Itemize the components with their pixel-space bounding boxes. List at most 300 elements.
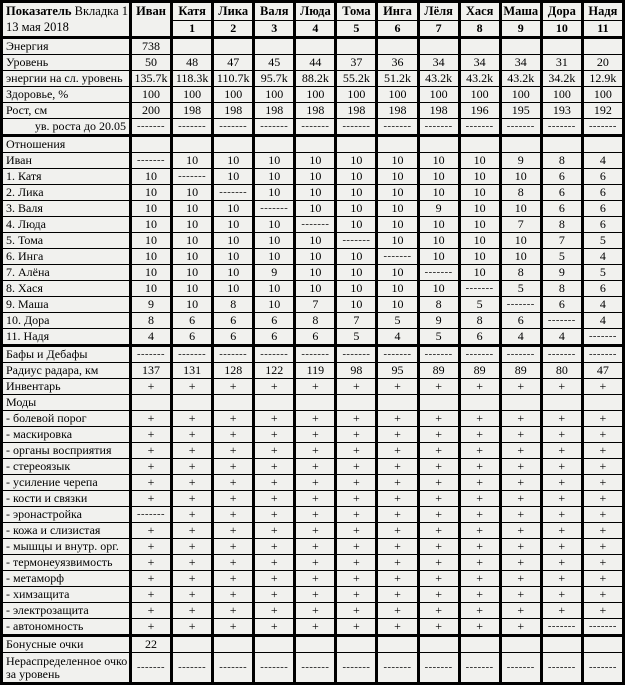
cell: 10 — [131, 217, 172, 233]
table-row — [2, 265, 624, 281]
cell: + — [582, 411, 623, 427]
cell: + — [172, 475, 213, 491]
cell: + — [336, 587, 377, 603]
cell: 10 — [377, 153, 418, 169]
cell: + — [295, 523, 336, 539]
table-header — [2, 2, 624, 38]
cell: 137 — [131, 363, 172, 379]
cell: ------- — [541, 619, 582, 636]
cell: 10 — [295, 185, 336, 201]
cell: 5 — [377, 313, 418, 329]
indicator-label: Показатель — [6, 4, 72, 18]
cell: 4 — [500, 329, 541, 346]
row-label: Бонусные очки — [2, 636, 131, 653]
cell: + — [377, 427, 418, 443]
row-label: - маскировка — [2, 427, 131, 443]
cell — [172, 38, 213, 55]
cell: + — [459, 619, 500, 636]
cell — [377, 395, 418, 411]
cell: + — [131, 603, 172, 619]
cell: 6 — [254, 329, 295, 346]
cell: + — [582, 507, 623, 523]
cell: 88.2k — [295, 71, 336, 87]
cell: + — [582, 587, 623, 603]
cell: + — [459, 443, 500, 459]
cell: ------- — [295, 217, 336, 233]
cell: ------- — [254, 201, 295, 217]
cell: + — [172, 491, 213, 507]
cell: + — [172, 603, 213, 619]
cell: 10 — [459, 201, 500, 217]
cell: + — [172, 555, 213, 571]
cell: + — [295, 619, 336, 636]
cell: + — [213, 555, 254, 571]
cell — [500, 395, 541, 411]
column-name: Катя — [172, 2, 213, 21]
cell: + — [172, 411, 213, 427]
cell: + — [295, 475, 336, 491]
cell: 95.7k — [254, 71, 295, 87]
cell: + — [541, 603, 582, 619]
cell: 10 — [418, 217, 459, 233]
cell: + — [254, 379, 295, 395]
cell: + — [213, 443, 254, 459]
cell: + — [131, 555, 172, 571]
cell: 10 — [172, 281, 213, 297]
cell: + — [336, 603, 377, 619]
cell: + — [459, 475, 500, 491]
cell: + — [500, 619, 541, 636]
cell: ------- — [295, 119, 336, 136]
cell — [213, 395, 254, 411]
cell: 43.2k — [418, 71, 459, 87]
cell: + — [541, 571, 582, 587]
row-label: Нераспределенное очко за уровень — [2, 653, 131, 684]
cell: 110.7k — [213, 71, 254, 87]
row-label: 9. Маша — [2, 297, 131, 313]
cell: + — [254, 507, 295, 523]
cell: 8 — [213, 297, 254, 313]
cell: 10 — [172, 153, 213, 169]
cell: 9 — [541, 265, 582, 281]
row-label: - метаморф — [2, 571, 131, 587]
cell: 198 — [336, 103, 377, 119]
cell — [418, 395, 459, 411]
cell — [377, 136, 418, 153]
cell: 10 — [459, 249, 500, 265]
cell: 10 — [172, 297, 213, 313]
cell: 10 — [213, 217, 254, 233]
cell: 5 — [582, 233, 623, 249]
cell: + — [172, 523, 213, 539]
cell — [500, 636, 541, 653]
cell: + — [295, 507, 336, 523]
cell: 10 — [377, 297, 418, 313]
cell: 43.2k — [500, 71, 541, 87]
cell: 6 — [582, 281, 623, 297]
table-row — [2, 38, 624, 55]
cell: 10 — [295, 249, 336, 265]
cell: + — [541, 523, 582, 539]
cell: + — [377, 555, 418, 571]
cell: ------- — [582, 329, 623, 346]
cell — [418, 38, 459, 55]
table-row — [2, 233, 624, 249]
cell: 6 — [541, 169, 582, 185]
table-row — [2, 539, 624, 555]
cell: 10 — [336, 281, 377, 297]
cell: 10 — [172, 265, 213, 281]
cell: ------- — [377, 119, 418, 136]
cell: 198 — [172, 103, 213, 119]
cell: ------- — [459, 281, 500, 297]
cell: + — [172, 459, 213, 475]
cell — [295, 38, 336, 55]
cell: 10 — [295, 281, 336, 297]
cell — [418, 636, 459, 653]
cell: ------- — [172, 346, 213, 363]
cell: + — [254, 619, 295, 636]
cell: + — [213, 475, 254, 491]
cell: 100 — [213, 87, 254, 103]
row-label: Бафы и Дебафы — [2, 346, 131, 363]
cell: 12.9k — [582, 71, 623, 87]
cell: + — [254, 427, 295, 443]
table-row — [2, 507, 624, 523]
cell: ------- — [418, 265, 459, 281]
cell: + — [295, 427, 336, 443]
cell: 8 — [459, 313, 500, 329]
row-label: Иван — [2, 153, 131, 169]
cell: + — [459, 491, 500, 507]
table-row — [2, 603, 624, 619]
cell: 10 — [172, 185, 213, 201]
cell: + — [459, 459, 500, 475]
cell: 10 — [336, 169, 377, 185]
table-row — [2, 103, 624, 119]
cell: ------- — [582, 119, 623, 136]
cell: 10 — [254, 297, 295, 313]
cell: + — [295, 491, 336, 507]
cell: + — [541, 587, 582, 603]
cell — [336, 395, 377, 411]
row-label: 6. Инга — [2, 249, 131, 265]
cell: 10 — [131, 185, 172, 201]
cell: 10 — [418, 233, 459, 249]
cell: 100 — [172, 87, 213, 103]
cell — [582, 395, 623, 411]
cell — [131, 136, 172, 153]
table-row — [2, 411, 624, 427]
column-number: 7 — [418, 20, 459, 38]
cell: 10 — [254, 185, 295, 201]
cell: 195 — [500, 103, 541, 119]
row-label: - автономность — [2, 619, 131, 636]
cell: 51.2k — [377, 71, 418, 87]
cell: 5 — [459, 297, 500, 313]
cell: 80 — [541, 363, 582, 379]
column-name: Лика — [213, 2, 254, 21]
cell: 4 — [582, 297, 623, 313]
cell: + — [295, 411, 336, 427]
row-label: - мышцы и внутр. орг. — [2, 539, 131, 555]
cell: 10 — [377, 233, 418, 249]
header-names-row — [2, 2, 624, 21]
cell: + — [213, 523, 254, 539]
cell: + — [582, 523, 623, 539]
cell: + — [131, 427, 172, 443]
cell: ------- — [500, 119, 541, 136]
cell: + — [254, 571, 295, 587]
cell: + — [541, 539, 582, 555]
cell: 196 — [459, 103, 500, 119]
cell: + — [582, 443, 623, 459]
cell: + — [582, 491, 623, 507]
cell: + — [500, 523, 541, 539]
cell: 47 — [213, 55, 254, 71]
row-label: 4. Люда — [2, 217, 131, 233]
cell: + — [254, 539, 295, 555]
cell: + — [418, 443, 459, 459]
cell: 10 — [336, 249, 377, 265]
cell: ------- — [213, 185, 254, 201]
cell: 9 — [500, 153, 541, 169]
cell — [336, 636, 377, 653]
cell: 4 — [582, 313, 623, 329]
cell — [459, 136, 500, 153]
cell: + — [172, 379, 213, 395]
cell: + — [418, 539, 459, 555]
cell: + — [541, 411, 582, 427]
row-label: 11. Надя — [2, 329, 131, 346]
cell: 6 — [541, 201, 582, 217]
cell: 9 — [254, 265, 295, 281]
table-row — [2, 329, 624, 346]
cell: 10 — [295, 265, 336, 281]
cell: ------- — [541, 313, 582, 329]
table-row — [2, 363, 624, 379]
cell — [541, 395, 582, 411]
cell: 198 — [377, 103, 418, 119]
cell: + — [336, 427, 377, 443]
cell: ------- — [418, 119, 459, 136]
cell: ------- — [500, 653, 541, 684]
column-name: Валя — [254, 2, 295, 21]
cell: + — [541, 459, 582, 475]
cell: 6 — [582, 169, 623, 185]
cell: 10 — [336, 217, 377, 233]
cell: 10 — [213, 201, 254, 217]
column-name: Надя — [582, 2, 623, 21]
cell: 8 — [295, 313, 336, 329]
cell: 45 — [254, 55, 295, 71]
cell: ------- — [336, 233, 377, 249]
cell: ------- — [377, 249, 418, 265]
cell: 10 — [213, 233, 254, 249]
cell: + — [131, 379, 172, 395]
table-row — [2, 71, 624, 87]
cell: 10 — [213, 249, 254, 265]
cell: + — [336, 475, 377, 491]
cell: 10 — [213, 265, 254, 281]
row-label: 5. Тома — [2, 233, 131, 249]
cell — [336, 38, 377, 55]
cell: ------- — [213, 346, 254, 363]
table-row — [2, 313, 624, 329]
cell: + — [582, 603, 623, 619]
cell: 10 — [377, 281, 418, 297]
cell: 10 — [254, 169, 295, 185]
cell: 100 — [377, 87, 418, 103]
cell: 100 — [459, 87, 500, 103]
cell: + — [418, 411, 459, 427]
row-label: 1. Катя — [2, 169, 131, 185]
cell: 36 — [377, 55, 418, 71]
cell: + — [213, 491, 254, 507]
cell: 10 — [295, 233, 336, 249]
cell: ------- — [418, 346, 459, 363]
cell: + — [500, 411, 541, 427]
cell: 9 — [418, 313, 459, 329]
cell: + — [418, 491, 459, 507]
cell: 100 — [254, 87, 295, 103]
cell: 10 — [213, 281, 254, 297]
cell: + — [131, 491, 172, 507]
cell: 10 — [254, 153, 295, 169]
cell: 10 — [254, 233, 295, 249]
cell: ------- — [336, 653, 377, 684]
cell: + — [213, 379, 254, 395]
cell: 10 — [336, 201, 377, 217]
cell — [213, 38, 254, 55]
table-row — [2, 169, 624, 185]
cell: 6 — [459, 329, 500, 346]
cell: 47 — [582, 363, 623, 379]
cell: 8 — [500, 265, 541, 281]
cell: ------- — [336, 346, 377, 363]
cell — [213, 136, 254, 153]
cell: 198 — [213, 103, 254, 119]
cell: + — [131, 459, 172, 475]
cell — [172, 136, 213, 153]
cell: + — [172, 443, 213, 459]
cell: + — [500, 443, 541, 459]
cell: 135.7k — [131, 71, 172, 87]
cell: + — [295, 571, 336, 587]
cell: + — [213, 603, 254, 619]
row-label: Отношения — [2, 136, 131, 153]
cell: 4 — [377, 329, 418, 346]
cell: 31 — [541, 55, 582, 71]
cell: 100 — [500, 87, 541, 103]
cell: 10 — [500, 249, 541, 265]
table-row — [2, 587, 624, 603]
cell: 10 — [336, 265, 377, 281]
table-row — [2, 87, 624, 103]
cell: ------- — [377, 346, 418, 363]
table-row — [2, 119, 624, 136]
cell: ------- — [131, 346, 172, 363]
table-row — [2, 55, 624, 71]
cell — [254, 395, 295, 411]
cell: + — [500, 379, 541, 395]
column-name: Дора — [541, 2, 582, 21]
cell: 8 — [541, 153, 582, 169]
cell: 10 — [131, 281, 172, 297]
cell: 34 — [418, 55, 459, 71]
cell: + — [254, 491, 295, 507]
row-label: - эронастройка — [2, 507, 131, 523]
cell: + — [336, 555, 377, 571]
column-number: 10 — [541, 20, 582, 38]
cell: 10 — [172, 217, 213, 233]
cell: + — [500, 507, 541, 523]
cell: ------- — [131, 507, 172, 523]
cell: + — [582, 539, 623, 555]
cell: + — [541, 555, 582, 571]
row-label: - химзащита — [2, 587, 131, 603]
cell: + — [541, 379, 582, 395]
cell: ------- — [172, 169, 213, 185]
table-row — [2, 297, 624, 313]
row-label: 10. Дора — [2, 313, 131, 329]
cell: + — [541, 443, 582, 459]
cell — [295, 395, 336, 411]
tab-label: Вкладка 1 — [74, 4, 128, 18]
cell — [254, 136, 295, 153]
cell: + — [131, 587, 172, 603]
cell: + — [459, 379, 500, 395]
cell: ------- — [459, 653, 500, 684]
row-label: - кожа и слизистая — [2, 523, 131, 539]
table-row — [2, 459, 624, 475]
cell: 10 — [213, 153, 254, 169]
table-row — [2, 379, 624, 395]
cell: + — [131, 475, 172, 491]
cell: + — [459, 411, 500, 427]
cell: + — [254, 411, 295, 427]
cell: ------- — [131, 119, 172, 136]
cell: + — [377, 587, 418, 603]
cell: 89 — [459, 363, 500, 379]
row-label: 7. Алёна — [2, 265, 131, 281]
cell: 44 — [295, 55, 336, 71]
cell: 6 — [582, 201, 623, 217]
cell: + — [418, 555, 459, 571]
column-number: 8 — [459, 20, 500, 38]
cell: + — [213, 459, 254, 475]
cell: 6 — [213, 313, 254, 329]
cell: 10 — [131, 249, 172, 265]
cell: + — [254, 555, 295, 571]
cell — [295, 636, 336, 653]
cell: + — [418, 507, 459, 523]
cell: + — [377, 539, 418, 555]
cell: 10 — [459, 169, 500, 185]
cell: 100 — [131, 87, 172, 103]
row-label: Инвентарь — [2, 379, 131, 395]
cell: 100 — [336, 87, 377, 103]
cell: 10 — [295, 201, 336, 217]
column-name: Маша — [500, 2, 541, 21]
cell: 7 — [336, 313, 377, 329]
cell: + — [500, 491, 541, 507]
cell: 55.2k — [336, 71, 377, 87]
cell: + — [172, 619, 213, 636]
cell: 10 — [418, 153, 459, 169]
cell: + — [500, 475, 541, 491]
cell: 43.2k — [459, 71, 500, 87]
